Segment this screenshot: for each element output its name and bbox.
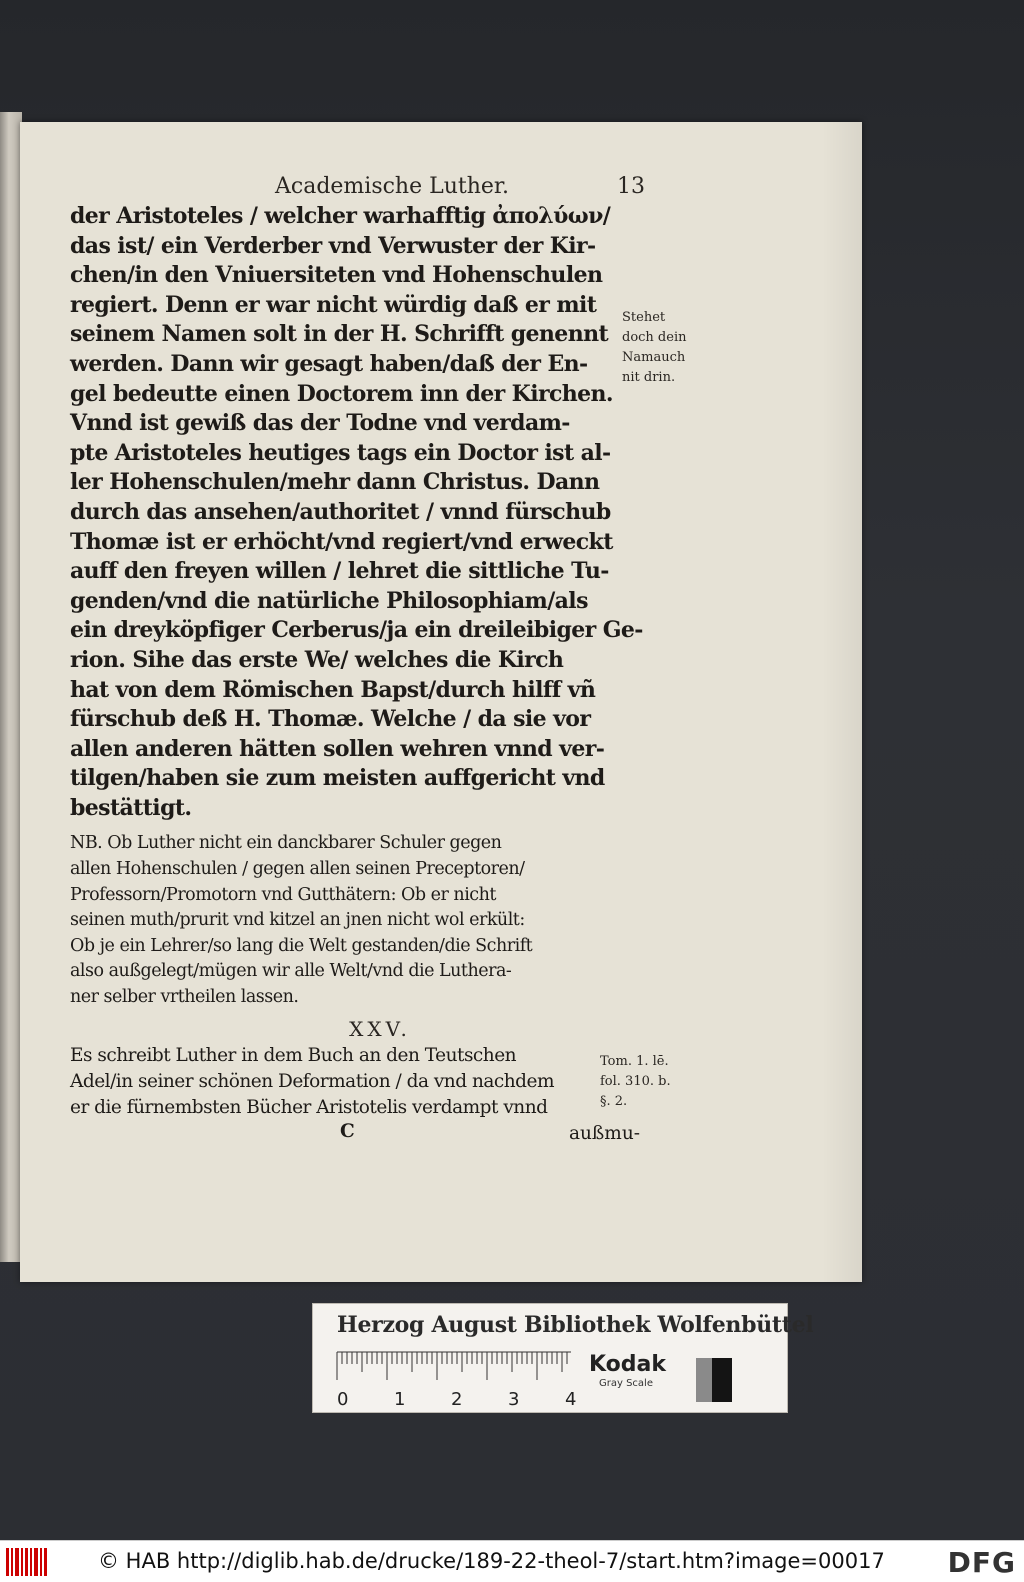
running-head-title: Academische Luther. bbox=[275, 174, 510, 199]
text-line: gel bedeutte einen Doctorem inn der Kirchen. bbox=[70, 380, 613, 407]
text-line: bestättigt. bbox=[70, 794, 192, 821]
text-line: genden/vnd die natürliche Philosophiam/als bbox=[70, 587, 588, 614]
ruler-number: 0 bbox=[337, 1389, 349, 1410]
ruler-number: 3 bbox=[508, 1389, 520, 1410]
text-line: Vnnd ist gewiß das der Todne vnd verdam- bbox=[70, 410, 570, 437]
kodak-brand: Kodak bbox=[589, 1352, 666, 1377]
text-line: er die fürnembsten Bücher Aristotelis verdampt vnnd bbox=[70, 1096, 548, 1118]
text-line: Tom. 1. lē. bbox=[600, 1054, 669, 1069]
text-line: seinem Namen solt in der H. Schrifft genennt bbox=[70, 321, 609, 348]
catchword: außmu- bbox=[568, 1122, 640, 1144]
text-line: der Aristoteles / welcher warhafftig ἀπολύων/ bbox=[70, 203, 611, 229]
text-line: ein dreyköpfiger Cerberus/ja ein dreileibiger Ge- bbox=[70, 617, 643, 644]
note-text bbox=[70, 831, 650, 1010]
text-line: tilgen/haben sie zum meisten auffgericht vnd bbox=[70, 765, 605, 792]
footer-bar bbox=[0, 1540, 1024, 1582]
ruler-number: 1 bbox=[394, 1389, 406, 1410]
text-line: doch dein bbox=[622, 330, 687, 345]
text-line: §. 2. bbox=[600, 1094, 628, 1109]
ruler-number: 2 bbox=[451, 1389, 463, 1410]
text-line: durch das ansehen/authoritet / vnnd fürschub bbox=[70, 498, 611, 525]
page-foot bbox=[70, 1121, 650, 1149]
section-text bbox=[70, 1043, 650, 1121]
margin-note-top bbox=[622, 308, 712, 388]
text-line: das ist/ ein Verderber vnd Verwuster der Kir- bbox=[70, 232, 596, 259]
gray-scale-patch bbox=[696, 1358, 732, 1402]
dfg-logo: DFG bbox=[947, 1546, 1016, 1579]
text-line: ler Hohenschulen/mehr dann Christus. Dann bbox=[70, 469, 600, 496]
signature-mark: C bbox=[340, 1120, 355, 1142]
library-label-card bbox=[312, 1303, 814, 1413]
text-line: werden. Dann wir gesagt haben/daß der En- bbox=[70, 350, 588, 377]
text-line: auff den freyen willen / lehret die sittliche Tu- bbox=[70, 558, 609, 585]
text-line: Es schreibt Luther in dem Buch an den Teutschen bbox=[70, 1044, 517, 1066]
text-line: Stehet bbox=[622, 310, 666, 325]
main-text bbox=[70, 202, 650, 823]
text-block bbox=[70, 202, 650, 1149]
text-line: hat von dem Römischen Bapst/durch hilff vñ bbox=[70, 676, 596, 703]
margin-note-bottom bbox=[600, 1052, 690, 1112]
text-line: allen Hohenschulen / gegen allen seinen Preceptoren/ bbox=[70, 859, 525, 880]
institution-name: Herzog August Bibliothek Wolfenbüttel bbox=[337, 1312, 814, 1338]
footer-credit-link[interactable]: © HAB http://diglib.hab.de/drucke/189-22-theol-7/start.htm?image=00017 bbox=[98, 1549, 885, 1573]
kodak-subtitle: Gray Scale bbox=[599, 1378, 653, 1389]
book-page bbox=[20, 122, 862, 1282]
text-line: fol. 310. b. bbox=[600, 1074, 671, 1089]
text-line: chen/in den Vniuersiteten vnd Hohenschulen bbox=[70, 262, 603, 289]
text-line: allen anderen hätten sollen wehren vnnd ver- bbox=[70, 735, 605, 762]
section-number: XXV. bbox=[349, 1016, 411, 1041]
page-number: 13 bbox=[617, 174, 645, 199]
text-line: pte Aristoteles heutiges tags ein Doctor ist al- bbox=[70, 439, 611, 466]
text-line: ner selber vrtheilen lassen. bbox=[70, 987, 299, 1008]
ruler-number: 4 bbox=[565, 1389, 577, 1410]
text-line: regiert. Denn er war nicht würdig daß er mit bbox=[70, 291, 597, 318]
text-line: also außgelegt/mügen wir alle Welt/vnd die Luthera- bbox=[70, 961, 512, 982]
text-line: nit drin. bbox=[622, 370, 676, 385]
text-line: Namauch bbox=[622, 350, 686, 365]
text-line: Ob je ein Lehrer/so lang die Welt gestanden/die Schrift bbox=[70, 935, 533, 956]
book-edge bbox=[0, 112, 22, 1262]
barcode-icon bbox=[6, 1548, 48, 1576]
text-line: Professorn/Promotorn vnd Gutthätern: Ob er nicht bbox=[70, 884, 496, 905]
scale-ruler bbox=[335, 1350, 575, 1410]
text-line: rion. Sihe das erste We/ welches die Kirch bbox=[70, 646, 564, 673]
text-line: Thomæ ist er erhöcht/vnd regiert/vnd erweckt bbox=[70, 528, 613, 555]
text-line: Adel/in seiner schönen Deformation / da vnd nachdem bbox=[70, 1070, 554, 1092]
text-line: NB. Ob Luther nicht ein danckbarer Schuler gegen bbox=[70, 833, 502, 854]
text-line: fürschub deß H. Thomæ. Welche / da sie vor bbox=[70, 706, 591, 733]
text-line: seinen muth/prurit vnd kitzel an jnen nicht wol erkült: bbox=[70, 910, 525, 931]
running-head bbox=[275, 174, 645, 199]
